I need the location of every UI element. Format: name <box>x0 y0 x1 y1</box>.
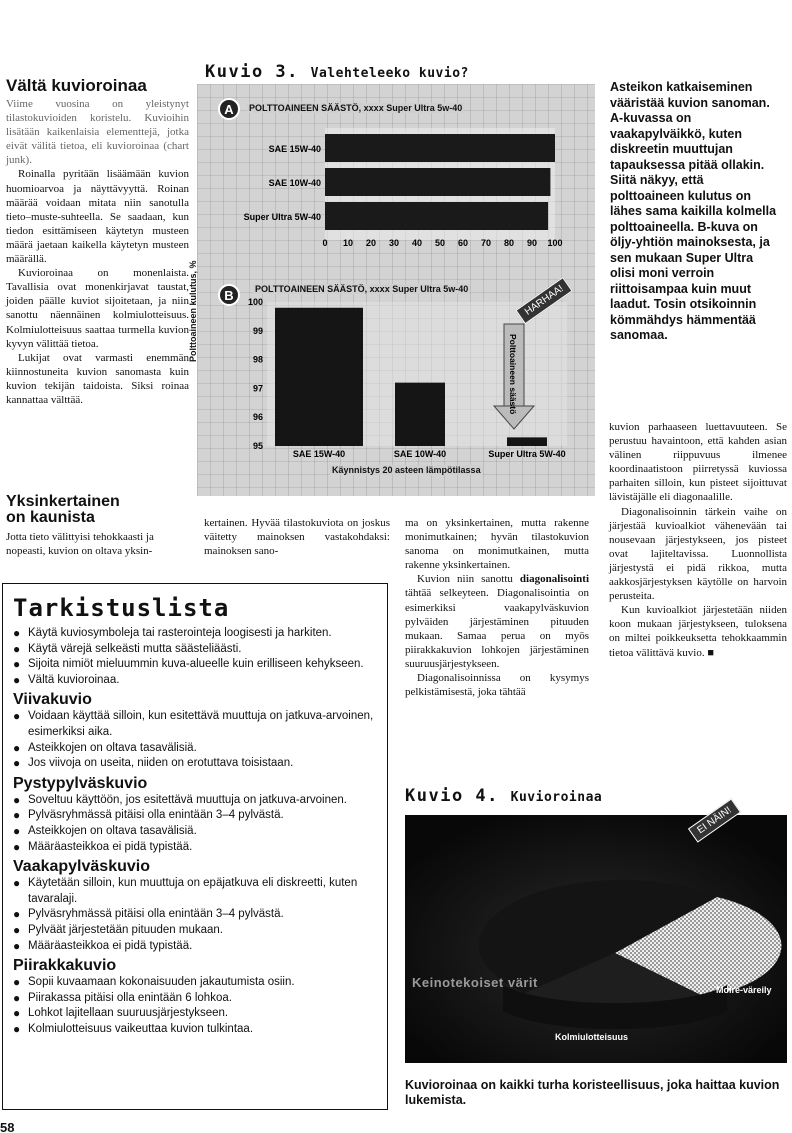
right-column <box>609 420 787 660</box>
middle-paragraph: Diagonalisoinnissa on kysymys pelkistämisestä, joka tähtää <box>405 672 589 699</box>
figure-title-text: Kuvioroinaa <box>510 790 603 805</box>
checklist-item: ● Käytä värejä selkeästi mutta säästeliäästi. <box>13 642 379 658</box>
checklist-item: ● Voidaan käyttää silloin, kun esitettävä muuttuja on jatkuva-arvoinen, esimerkiksi aika. <box>13 709 379 740</box>
checklist-section <box>13 793 379 855</box>
left-paragraph: Jotta tieto välittyisi tehokkaasti ja nopeasti, kuvion on oltava yksin- <box>6 531 154 558</box>
category-label: SAE 15W-40 <box>268 144 321 154</box>
left-paragraph: Roinalla pyritään lisäämään kuvion huomioarvoa ja näyttävyyttä. Roinan määrää voidaan mitata niin sanotulla tieto–muste-suhteella. Se saadaan, kun tiedon esittämiseen käytetyn musteen määrä jaetaan kaikella käytetyn musteen määrällä. <box>6 168 189 266</box>
figure-number: Kuvio 4. <box>405 786 499 806</box>
ei-nain-stamp: EI NÄIN! <box>688 798 741 842</box>
figure-title-text: Valehteleeko kuvio? <box>310 66 469 81</box>
checklist-item: ● Sopii kuvaamaan kokonaisuuden jakautumista osiin. <box>13 975 379 991</box>
left-paragraph: Viime vuosina on yleistynyt tilastokuvioiden koristelu. Kuvioihin lisätään kaikenlaisia elementtejä, jotka eivät välitä tietoa, eli kuvioroinaa (chart junk). <box>6 98 189 167</box>
right-paragraph: kuvion parhaaseen luettavuuteen. Se perustuu havaintoon, että kahden asian välinen riippuvuus ilmenee koordinaatistoon piirretyssä kuviossa parhaiten silloin, kun pisteet sijoittuvat lävistäjälle eli diagonaalille. <box>609 421 787 504</box>
checklist-section-heading: Vaakapylväskuvio <box>13 858 150 876</box>
category-label: SAE 10W-40 <box>393 449 447 459</box>
chart-b-title: POLTTOAINEEN SÄÄSTÖ, xxxx Super Ultra 5w-40 <box>255 284 469 294</box>
label-3d: Kolmiulotteisuus <box>555 1032 629 1042</box>
figure-3-title <box>205 62 469 82</box>
checklist-section-heading: Viivakuvio <box>13 691 92 709</box>
chart-b-xlabel: Käynnistys 20 asteen lämpötilassa <box>332 465 481 475</box>
checklist-item: ● Pylväät järjestetään pituuden mukaan. <box>13 923 379 939</box>
checklist-item: ● Piirakassa pitäisi olla enintään 6 lohkoa. <box>13 991 379 1007</box>
checklist-general <box>13 626 379 688</box>
checklist-item: ● Pylväsryhmässä pitäisi olla enintään 3–4 pylvästä. <box>13 907 379 923</box>
checklist-item: ● Määräasteikkoa ei pidä typistää. <box>13 840 379 856</box>
checklist-item: ● Käytetään silloin, kun muuttuja on epäjatkuva eli diskreetti, kuten tavaralaji. <box>13 876 379 907</box>
tick-label: 20 <box>365 238 377 248</box>
tick-label: 40 <box>411 238 423 248</box>
checklist-box <box>2 583 388 1110</box>
tick-label: 10 <box>342 238 354 248</box>
label-artificial-colors: Keinotekoiset värit <box>412 975 538 990</box>
bold-term: diagonalisointi <box>519 573 589 586</box>
subheading-line: Yksinkertainen <box>6 493 120 510</box>
tick-label: 50 <box>434 238 446 248</box>
tick-label: 60 <box>457 238 469 248</box>
harhaa-stamp: HARHAA! <box>515 277 573 324</box>
tick-label: 99 <box>252 325 263 336</box>
tick-label: 95 <box>252 441 263 451</box>
bar <box>325 202 548 230</box>
left-paragraph: Kuvioroinaa on monenlaista. Tavallisia ovat monenkirjavat taustat, joiden päälle kuviot sijoitetaan, ja niin sanottu näennäinen kolmiulotteisuus. Kolmiulotteisuus saattaa turmella kuvion kyvyn välittää tietoa. <box>6 267 189 350</box>
figure-4-caption: Kuvioroinaa on kaikki turha koristeellisuus, joka haittaa kuvion lukemista. <box>405 1078 780 1107</box>
text-run: tähtää selkeyteen. Diagonalisointia on esimerkiksi vaakapylväskuvion pylväiden järjestäminen pituuden mukaan. Samaa perua on myös piirakkakuvion lohkojen järjestäminen suuruusjärjestykseen. <box>405 587 589 670</box>
left-paragraph: Lukijat ovat varmasti enemmän kiinnostuneita kuvion sanomasta kuin kuvion tekijän taidoista. Siksi roinaa kannattaa välttää. <box>6 351 189 406</box>
arrow-label: Polttoaineen säästö <box>508 334 518 415</box>
tick-label: 70 <box>480 238 492 248</box>
bar <box>325 134 555 162</box>
tick-label: 0 <box>322 238 328 248</box>
checklist-item: ● Asteikkojen on oltava tasavälisiä. <box>13 741 379 757</box>
figure-4-title <box>405 786 602 806</box>
bar <box>395 383 445 446</box>
panel-b-marker: B <box>218 284 240 306</box>
category-label: SAE 15W-40 <box>292 449 346 459</box>
category-label: Super Ultra 5W-40 <box>488 449 566 459</box>
checklist-section <box>13 975 379 1037</box>
bar <box>275 308 363 446</box>
middle-paragraph: ma on yksinkertainen, mutta rakenne monimutkainen; hyvän tilastokuvion sanoma on monimutkainen, mutta rakenne yksinkertainen. <box>405 517 589 572</box>
tick-label: 90 <box>526 238 538 248</box>
chart-b-ylabel: Polttoaineen kulutus, % <box>188 260 198 362</box>
checklist-item: ● Asteikkojen on oltava tasavälisiä. <box>13 824 379 840</box>
right-paragraph: Kun kuvioalkiot järjestetään niiden koon mukaan järjestykseen, tuloksena on miltei poikkeuksetta tehokkaammin tietoa välittävä kuvio. ■ <box>609 604 787 659</box>
checklist-section <box>13 876 379 954</box>
checklist-section-heading: Pystypylväskuvio <box>13 774 148 792</box>
subheading-line: on kaunista <box>6 509 95 526</box>
checklist-item: ● Soveltuu käyttöön, jos esitettävä muuttuja on jatkuva-arvoinen. <box>13 793 379 809</box>
middle-column-2 <box>405 516 589 699</box>
right-paragraph: Diagonalisoinnin tärkein vaihe on järjestää kuvioalkiot vähenevään tai nousevaan järjestykseen, jos pisteet ovat lajiteltavissa. Luonnollista järjestystä ei pidä rikkoa, mutta aakkosjärjestyksen käytölle on harvoin perusteita. <box>609 505 787 603</box>
bar <box>325 168 550 196</box>
tick-label: 96 <box>252 412 263 423</box>
category-label: Super Ultra 5W-40 <box>243 212 321 222</box>
subheading <box>6 494 196 526</box>
chart-a-title: POLTTOAINEEN SÄÄSTÖ, xxxx Super Ultra 5w-40 <box>249 103 463 113</box>
tick-label: 97 <box>252 383 263 394</box>
figure-number: Kuvio 3. <box>205 62 299 82</box>
middle-paragraph <box>405 572 589 671</box>
checklist-item: ● Pylväsryhmässä pitäisi olla enintään 3–4 pylvästä. <box>13 808 379 824</box>
left-column <box>6 97 189 407</box>
checklist-item: ● Sijoita nimiöt mieluummin kuva-alueelle kuin erilliseen kehykseen. <box>13 657 379 673</box>
middle-column-1: kertainen. Hyvää tilastokuviota on joskus väitetty mainoksen vastakohdaksi: mainoksen sano- <box>204 517 390 558</box>
checklist-item: ● Käytä kuviosymboleja tai rasterointeja loogisesti ja harkiten. <box>13 626 379 642</box>
checklist-item: ● Määräasteikkoa ei pidä typistää. <box>13 939 379 955</box>
checklist-item: ● Lohkot lajitellaan suuruusjärjestykseen. <box>13 1006 379 1022</box>
checklist-item: ● Jos viivoja on useita, niiden on erotuttava toisistaan. <box>13 756 379 772</box>
left-heading: Vältä kuvioroinaa <box>6 76 147 95</box>
category-label: SAE 10W-40 <box>268 178 321 188</box>
checklist-section <box>13 709 379 771</box>
tick-label: 80 <box>503 238 515 248</box>
figure-4-image <box>405 815 787 1063</box>
figure-3-explanation: Asteikon katkaiseminen vääristää kuvion sanoman. A-kuvassa on vaakapylväikkö, kuten diskreetin muuttujan tapauksessa pitää ollakin. Siitä näkyy, että polttoaineen kulutus on lähes sama kaikilla kolmella polttoaineella. B-kuva on öljy-yhtiön mainoksesta, ja sen mukaan Super Ultra olisi moni verroin riittoisampaa kuin muut laadut. Tosin otsikoinnin kömmähdys hämmentää sanomaa. <box>610 80 777 342</box>
tick-label: 100 <box>247 297 263 307</box>
page-number: 58 <box>0 1120 15 1133</box>
bar <box>507 437 547 446</box>
tick-label: 98 <box>252 354 263 365</box>
checklist-item: ● Kolmiulotteisuus vaikeuttaa kuvion tulkintaa. <box>13 1022 379 1038</box>
checklist-title: Tarkistuslista <box>13 594 230 622</box>
text-run: Kuvion niin sanottu <box>417 573 520 586</box>
checklist-section-heading: Piirakkakuvio <box>13 957 117 975</box>
panel-a-marker: A <box>218 98 240 120</box>
tick-label: 100 <box>547 238 563 248</box>
label-moire: Moiré-väreily <box>716 985 772 995</box>
checklist-item: ● Vältä kuvioroinaa. <box>13 673 379 689</box>
tick-label: 30 <box>388 238 400 248</box>
